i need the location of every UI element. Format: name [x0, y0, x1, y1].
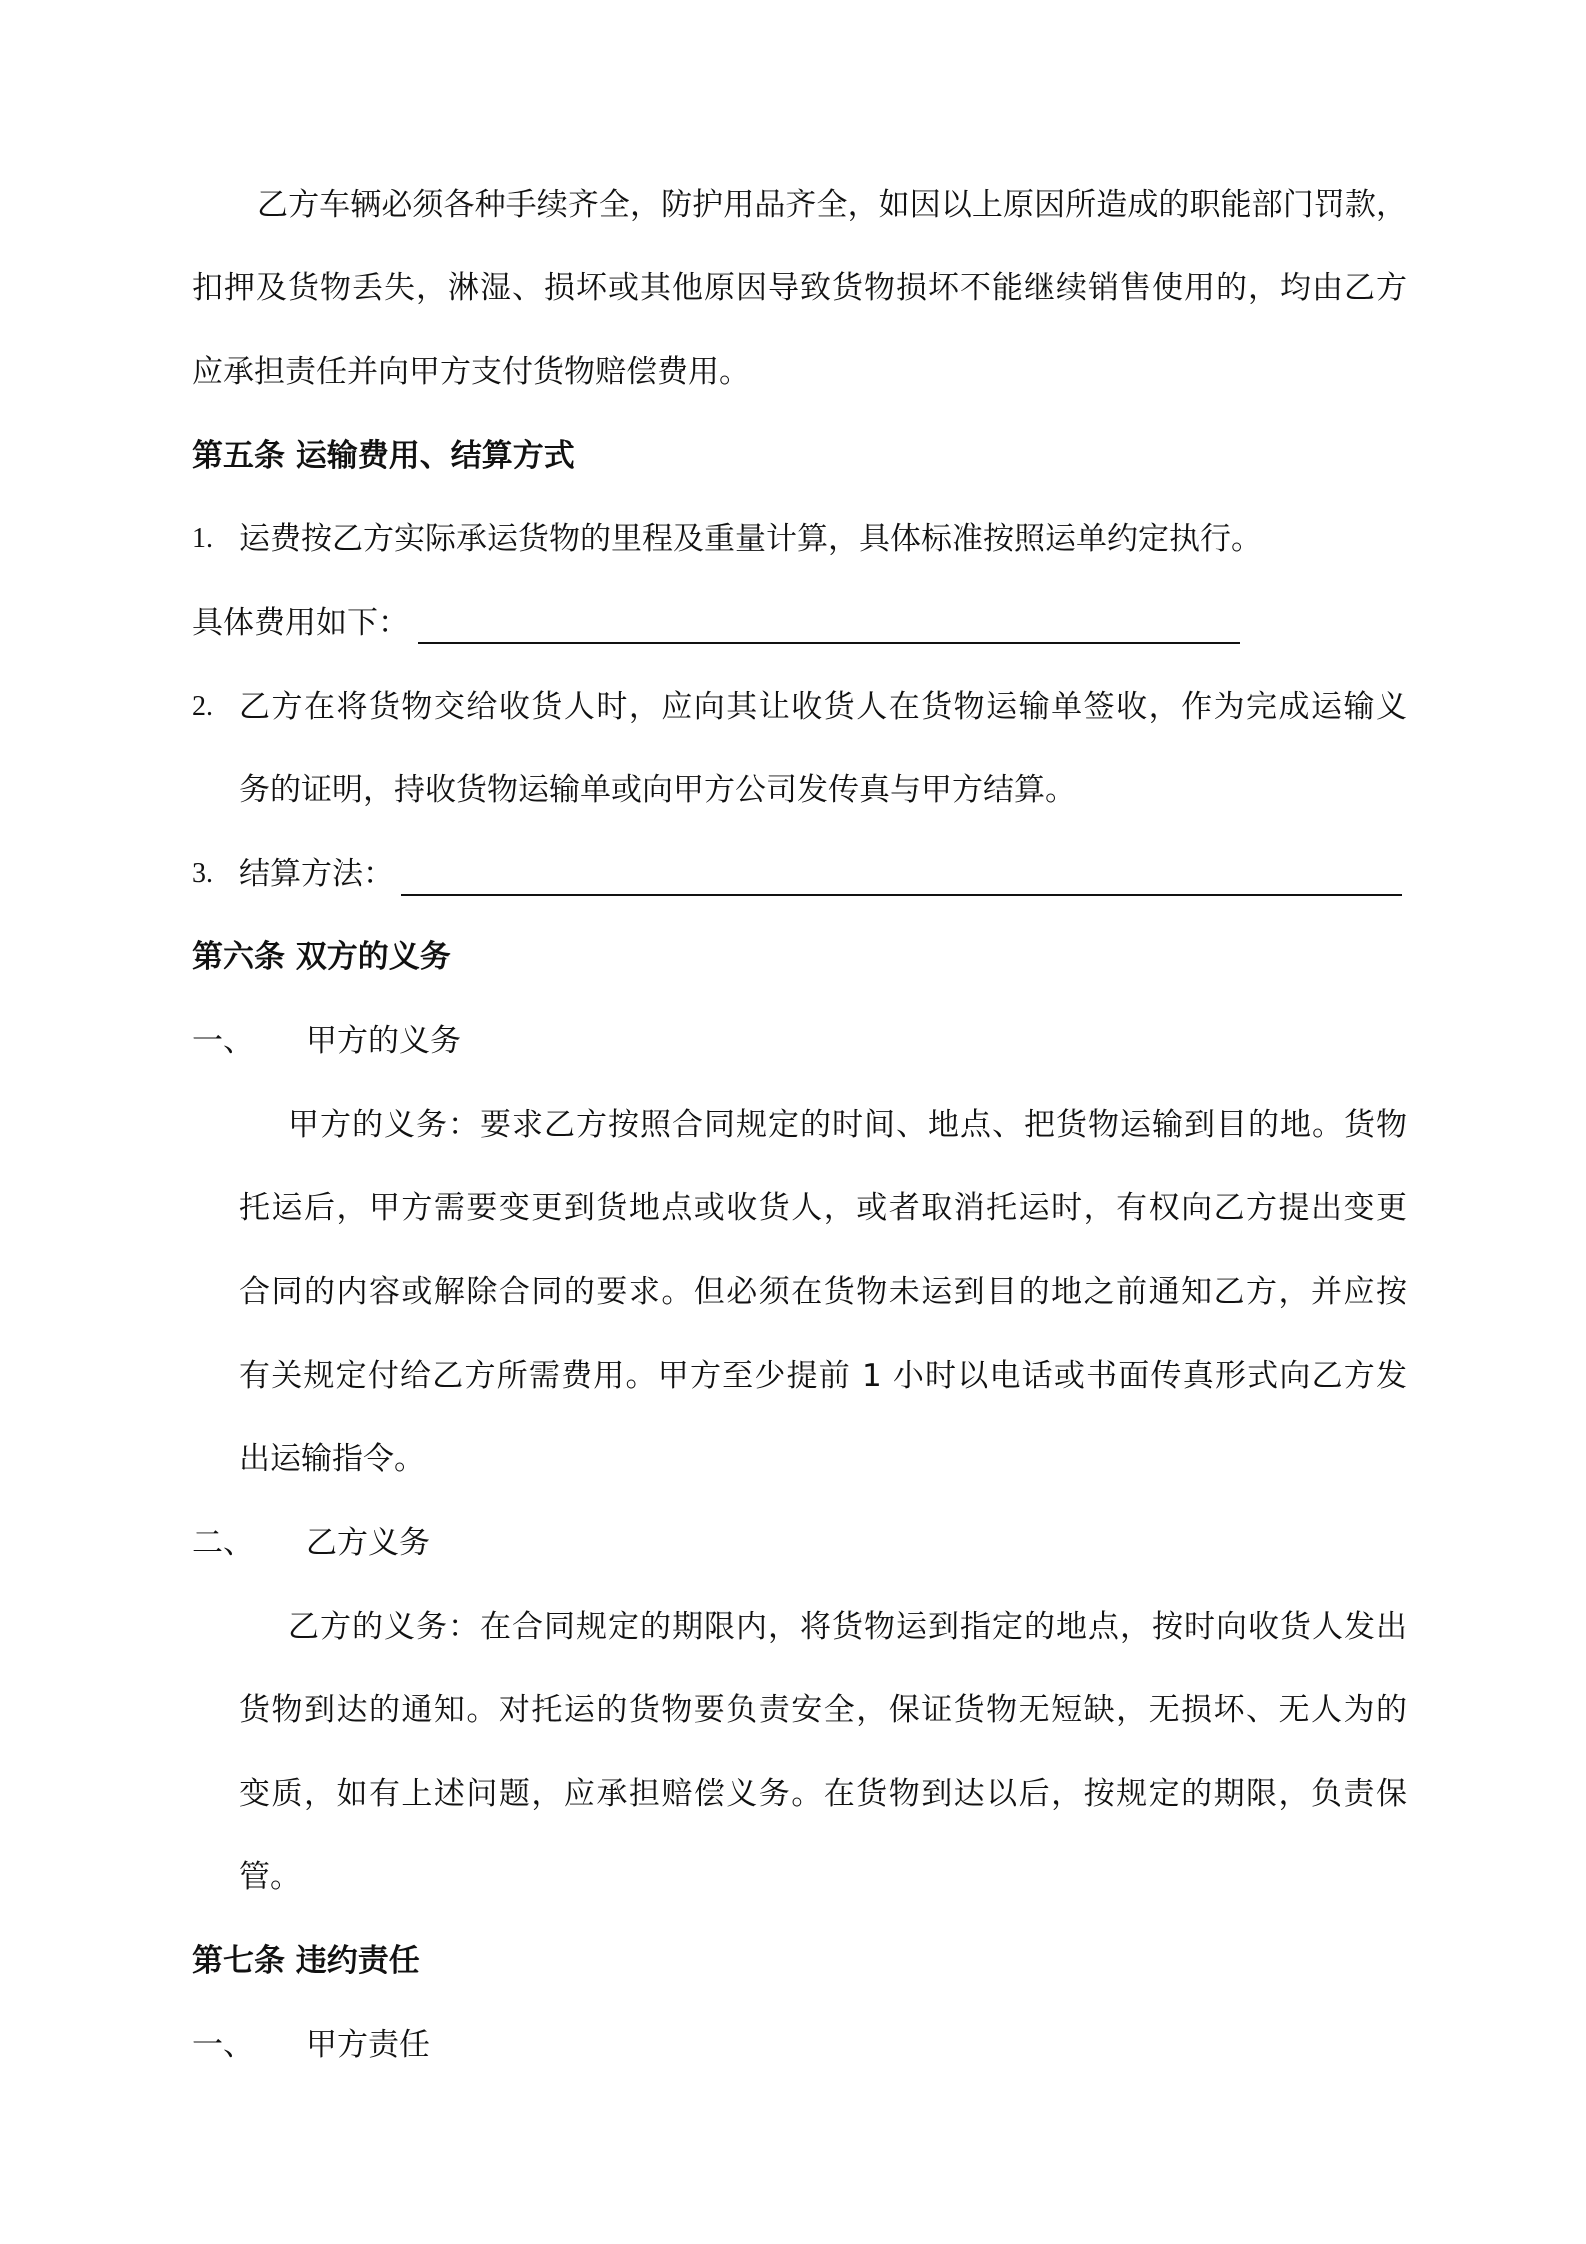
paragraph-line: 有关规定付给乙方所需费用。甲方至少提前 1 小时以电话或书面传真形式向乙方发 — [239, 1358, 1407, 1394]
fee-label: 具体费用如下： — [192, 605, 409, 641]
item-1-text: 运费按乙方实际承运货物的里程及重量计算，具体标准按照运单约定执行。 — [239, 521, 1262, 557]
section-title: 乙方义务 — [306, 1525, 430, 1561]
item-number: 3. — [192, 858, 213, 889]
section-number: 二、 — [192, 1525, 254, 1561]
section-number: 一、 — [192, 2027, 254, 2063]
settlement-blank-line[interactable] — [401, 894, 1402, 896]
article-5-heading: 第五条 运输费用、结算方式 — [192, 438, 575, 474]
article-7-heading: 第七条 违约责任 — [192, 1943, 420, 1979]
item-number: 2. — [192, 691, 213, 722]
paragraph-line: 变质，如有上述问题，应承担赔偿义务。在货物到达以后，按规定的期限，负责保 — [239, 1776, 1407, 1812]
paragraph-line: 出运输指令。 — [239, 1441, 425, 1477]
paragraph-line: 甲方的义务：要求乙方按照合同规定的时间、地点、把货物运输到目的地。货物 — [288, 1107, 1407, 1143]
article-6-heading: 第六条 双方的义务 — [192, 939, 451, 975]
section-title: 甲方责任 — [306, 2027, 430, 2063]
paragraph-line: 托运后，甲方需要变更到货地点或收货人，或者取消托运时，有权向乙方提出变更 — [239, 1190, 1407, 1226]
settlement-label: 结算方法： — [239, 856, 394, 892]
fee-blank-line[interactable] — [418, 642, 1240, 644]
item-2-text: 乙方在将货物交给收货人时，应向其让收货人在货物运输单签收，作为完成运输义 — [239, 689, 1407, 725]
paragraph-line: 管。 — [239, 1859, 301, 1895]
section-number: 一、 — [192, 1023, 254, 1059]
paragraph-line: 应承担责任并向甲方支付货物赔偿费用。 — [192, 354, 750, 390]
paragraph-line: 合同的内容或解除合同的要求。但必须在货物未运到目的地之前通知乙方，并应按 — [239, 1274, 1407, 1310]
paragraph-line: 货物到达的通知。对托运的货物要负责安全，保证货物无短缺，无损坏、无人为的 — [239, 1692, 1407, 1728]
section-title: 甲方的义务 — [306, 1023, 461, 1059]
paragraph-line: 乙方车辆必须各种手续齐全，防护用品齐全，如因以上原因所造成的职能部门罚款， — [257, 187, 1407, 223]
item-2-text: 务的证明，持收货物运输单或向甲方公司发传真与甲方结算。 — [239, 772, 1076, 808]
paragraph-line: 扣押及货物丢失，淋湿、损坏或其他原因导致货物损坏不能继续销售使用的，均由乙方 — [192, 270, 1407, 306]
paragraph-line: 乙方的义务：在合同规定的期限内，将货物运到指定的地点，按时向收货人发出 — [288, 1609, 1407, 1645]
item-number: 1. — [192, 523, 213, 554]
